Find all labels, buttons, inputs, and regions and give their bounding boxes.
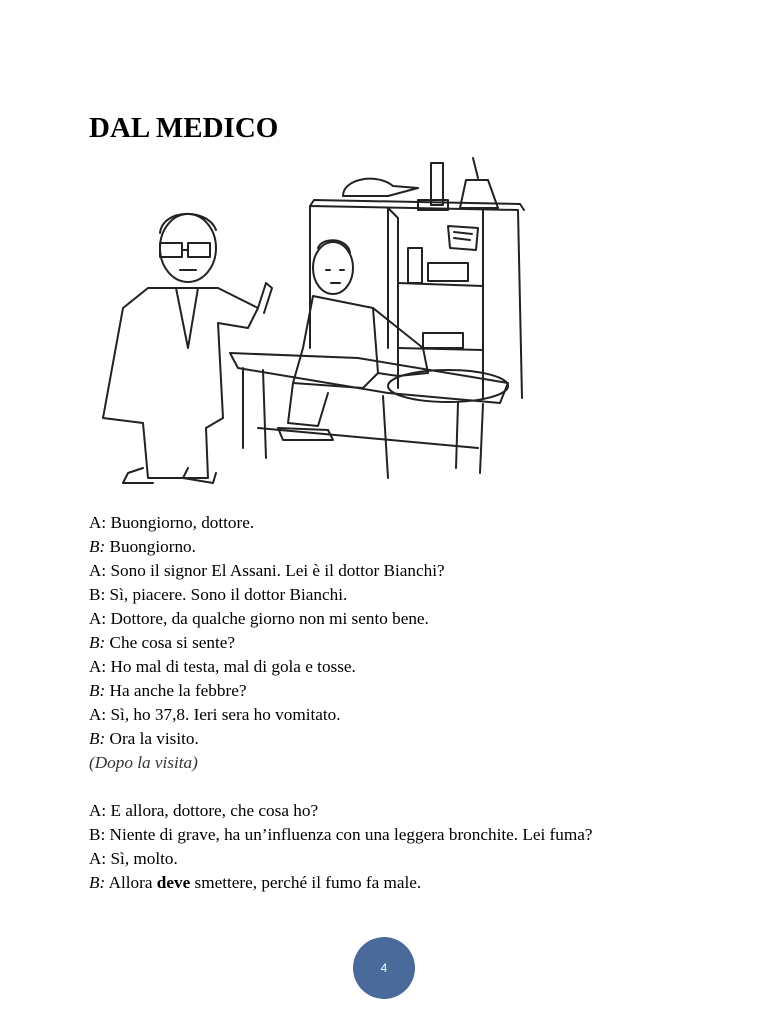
dialogue-line-text: Ora la visito. (105, 729, 199, 748)
dialogue-line-text: E allora, dottore, che cosa ho? (106, 801, 319, 820)
dialogue-line-text: Dottore, da qualche giorno non mi sento bene. (106, 609, 429, 628)
dialogue-line (89, 511, 729, 535)
emphasized-word: deve (156, 873, 191, 892)
speaker-label: B: (89, 729, 106, 748)
dialogue-text (89, 511, 729, 895)
dialogue-line-text: Sono il signor El Assani. Lei è il dottor Bianchi? (106, 561, 445, 580)
speaker-label: B: (89, 825, 106, 844)
speaker-label: B: (89, 681, 106, 700)
speaker-label: A: (89, 705, 107, 724)
speaker-label: B: (89, 873, 106, 892)
dialogue-line (89, 607, 729, 631)
dialogue-line-text: smettere, perché il fumo fa male. (190, 873, 422, 892)
speaker-label: B: (89, 633, 106, 652)
dialogue-line (89, 703, 729, 727)
dialogue-line (89, 631, 729, 655)
dialogue-line (89, 847, 729, 871)
page-number: 4 (380, 961, 388, 975)
dialogue-line (89, 559, 729, 583)
speaker-label: A: (89, 513, 107, 532)
dialogue-line-text: Che cosa si sente? (105, 633, 236, 652)
dialogue-line (89, 655, 729, 679)
speaker-label: A: (89, 609, 107, 628)
dialogue-line-text: Sì, ho 37,8. Ieri sera ho vomitato. (106, 705, 341, 724)
speaker-label: B: (89, 585, 106, 604)
stage-direction: (Dopo la visita) (89, 753, 198, 772)
dialogue-line-text: Buongiorno. (105, 537, 196, 556)
speaker-label: A: (89, 657, 107, 676)
dialogue-line-text: Sì, piacere. Sono il dottor Bianchi. (105, 585, 348, 604)
dialogue-line (89, 535, 729, 559)
page-title: DAL MEDICO (89, 112, 279, 144)
dialogue-line (89, 727, 729, 751)
dialogue-line (89, 679, 729, 703)
dialogue-line-text: Sì, molto. (106, 849, 178, 868)
spacer (89, 775, 729, 799)
patient-drawing (278, 240, 428, 440)
doctor-drawing (103, 214, 272, 483)
doctor-visit-illustration (88, 148, 534, 493)
dialogue-line-text: Buongiorno, dottore. (106, 513, 255, 532)
dialogue-line-text: Allora (105, 873, 157, 892)
speaker-label: A: (89, 561, 107, 580)
dialogue-line (89, 823, 729, 847)
speaker-label: A: (89, 849, 107, 868)
speaker-label: B: (89, 537, 106, 556)
dialogue-line (89, 583, 729, 607)
page-number-badge (353, 937, 415, 999)
dialogue-line-text: Ha anche la febbre? (105, 681, 247, 700)
dialogue-line (89, 871, 729, 895)
dialogue-line (89, 799, 729, 823)
speaker-label: A: (89, 801, 107, 820)
dialogue-line-text: Ho mal di testa, mal di gola e tosse. (106, 657, 356, 676)
exam-table-drawing (230, 353, 508, 478)
dialogue-line-text: Niente di grave, ha un’influenza con una leggera bronchite. Lei fuma? (105, 825, 593, 844)
